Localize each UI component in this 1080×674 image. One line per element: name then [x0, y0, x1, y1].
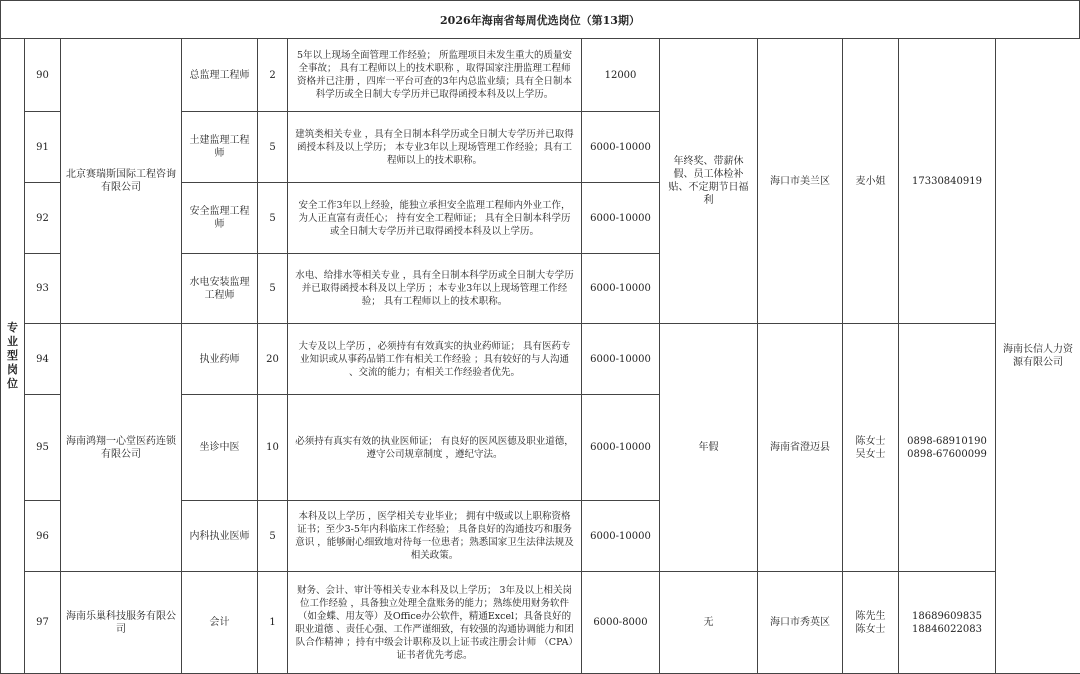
requirements: 本科及以上学历 ，医学相关专业毕业； 拥有中级或以上职称资格证书；至少3-5年内科临床工作经验； 具备良好的沟通技巧和服务意识 ，能够耐心细致地对待每一位患者；熟悉国家卫生法律法规及相关政策。 [288, 501, 582, 572]
contact-name: 麦小姐 [847, 175, 894, 188]
benefits: 年假 [660, 324, 758, 572]
contact-name: 陈女士 [847, 623, 894, 636]
row-number: 91 [25, 112, 61, 183]
row-number: 96 [25, 501, 61, 572]
contact-phone [899, 39, 996, 324]
work-location: 海口市秀英区 [758, 572, 843, 674]
page-title: 2026年海南省每周优选岗位（第13期） [0, 0, 1080, 39]
row-number: 95 [25, 395, 61, 501]
row-number: 90 [25, 39, 61, 112]
position-name: 水电安装监理工程师 [182, 254, 258, 324]
table-row [1, 572, 1080, 674]
contact-name: 陈先生 [847, 610, 894, 623]
requirements: 财务、会计、审计等相关专业本科及以上学历； 3年及以上相关岗位工作经验 ，具备独立处理全盘账务的能力；熟练使用财务软件（如金蝶、用友等）及Office办公软件，精通Excel；具备良好的职业道德 、责任心强、工作严谨细致，有较强的沟通协调能力和团队合作精神 ；持有中级会计职称及以上证书或注册会计师 （CPA）证书者优先考虑。 [288, 572, 582, 674]
requirements: 建筑类相关专业 ，具有全日制本科学历或全日制大专学历并已取得函授本科及以上学历； 本专业3年以上现场管理工作经验；具有工程师以上的技术职称。 [288, 112, 582, 183]
job-table [0, 38, 1080, 674]
headcount: 2 [258, 39, 288, 112]
headcount: 5 [258, 501, 288, 572]
recruiter-agency: 海南长信人力资源有限公司 [996, 39, 1080, 674]
contact-name: 吴女士 [847, 448, 894, 461]
salary: 6000-10000 [582, 112, 660, 183]
headcount: 5 [258, 254, 288, 324]
row-number: 93 [25, 254, 61, 324]
requirements: 水电、给排水等相关专业 ，具有全日制本科学历或全日制大专学历并已取得函授本科及以上学历 ；本专业3年以上现场管理工作经验； 具有工程师以上的技术职称。 [288, 254, 582, 324]
work-location: 海南省澄迈县 [758, 324, 843, 572]
contact-name: 陈女士 [847, 435, 894, 448]
salary: 6000-8000 [582, 572, 660, 674]
benefits: 年终奖、带薪休假、员工体检补贴、不定期节日福利 [660, 39, 758, 324]
requirements: 大专及以上学历 ，必须持有有效真实的执业药师证； 具有医药专业知识或从事药品销工作有相关工作经验 ；具有较好的与人沟通 、交流的能力；有相关工作经验者优先。 [288, 324, 582, 395]
phone-number: 0898-67600099 [903, 448, 991, 461]
headcount: 1 [258, 572, 288, 674]
category-label: 专业型岗位 [7, 321, 19, 391]
salary: 6000-10000 [582, 324, 660, 395]
table-row [1, 39, 1080, 112]
company-name: 海南鸿翔一心堂医药连锁有限公司 [61, 324, 182, 572]
row-number: 94 [25, 324, 61, 395]
headcount: 5 [258, 183, 288, 254]
contact-person [843, 39, 899, 324]
contact-phone [899, 324, 996, 572]
salary: 6000-10000 [582, 395, 660, 501]
salary: 6000-10000 [582, 501, 660, 572]
requirements: 必须持有真实有效的执业医师证； 有良好的医风医德及职业道德，遵守公司规章制度 ，遵纪守法。 [288, 395, 582, 501]
salary: 6000-10000 [582, 183, 660, 254]
salary: 6000-10000 [582, 254, 660, 324]
benefits: 无 [660, 572, 758, 674]
requirements: 5年以上现场全面管理工作经验； 所监理项目未发生重大的质量安全事故； 具有工程师以上的技术职称 ，取得国家注册监理工程师资格并已注册 ，四库一平台可查的3年内总监业绩；具有全日制本科学历或全日制大专学历并已取得函授本科及以上学历。 [288, 39, 582, 112]
work-location: 海口市美兰区 [758, 39, 843, 324]
position-name: 土建监理工程师 [182, 112, 258, 183]
contact-person [843, 572, 899, 674]
position-name: 安全监理工程师 [182, 183, 258, 254]
category-cell [1, 39, 25, 674]
phone-number: 18846022083 [903, 623, 991, 636]
phone-number: 17330840919 [903, 175, 991, 188]
position-name: 内科执业医师 [182, 501, 258, 572]
company-name: 北京赛瑞斯国际工程咨询有限公司 [61, 39, 182, 324]
position-name: 总监理工程师 [182, 39, 258, 112]
position-name: 执业药师 [182, 324, 258, 395]
salary: 12000 [582, 39, 660, 112]
headcount: 10 [258, 395, 288, 501]
row-number: 92 [25, 183, 61, 254]
row-number: 97 [25, 572, 61, 674]
headcount: 5 [258, 112, 288, 183]
table-row [1, 324, 1080, 395]
contact-phone [899, 572, 996, 674]
contact-person [843, 324, 899, 572]
company-name: 海南乐巢科技服务有限公司 [61, 572, 182, 674]
position-name: 坐诊中医 [182, 395, 258, 501]
position-name: 会计 [182, 572, 258, 674]
requirements: 安全工作3年以上经验，能独立承担安全监理工程师内外业工作，为人正直富有责任心； 持有安全工程师证； 具有全日制本科学历或全日制大专学历并已取得函授本科及以上学历。 [288, 183, 582, 254]
phone-number: 18689609835 [903, 610, 991, 623]
headcount: 20 [258, 324, 288, 395]
phone-number: 0898-68910190 [903, 435, 991, 448]
